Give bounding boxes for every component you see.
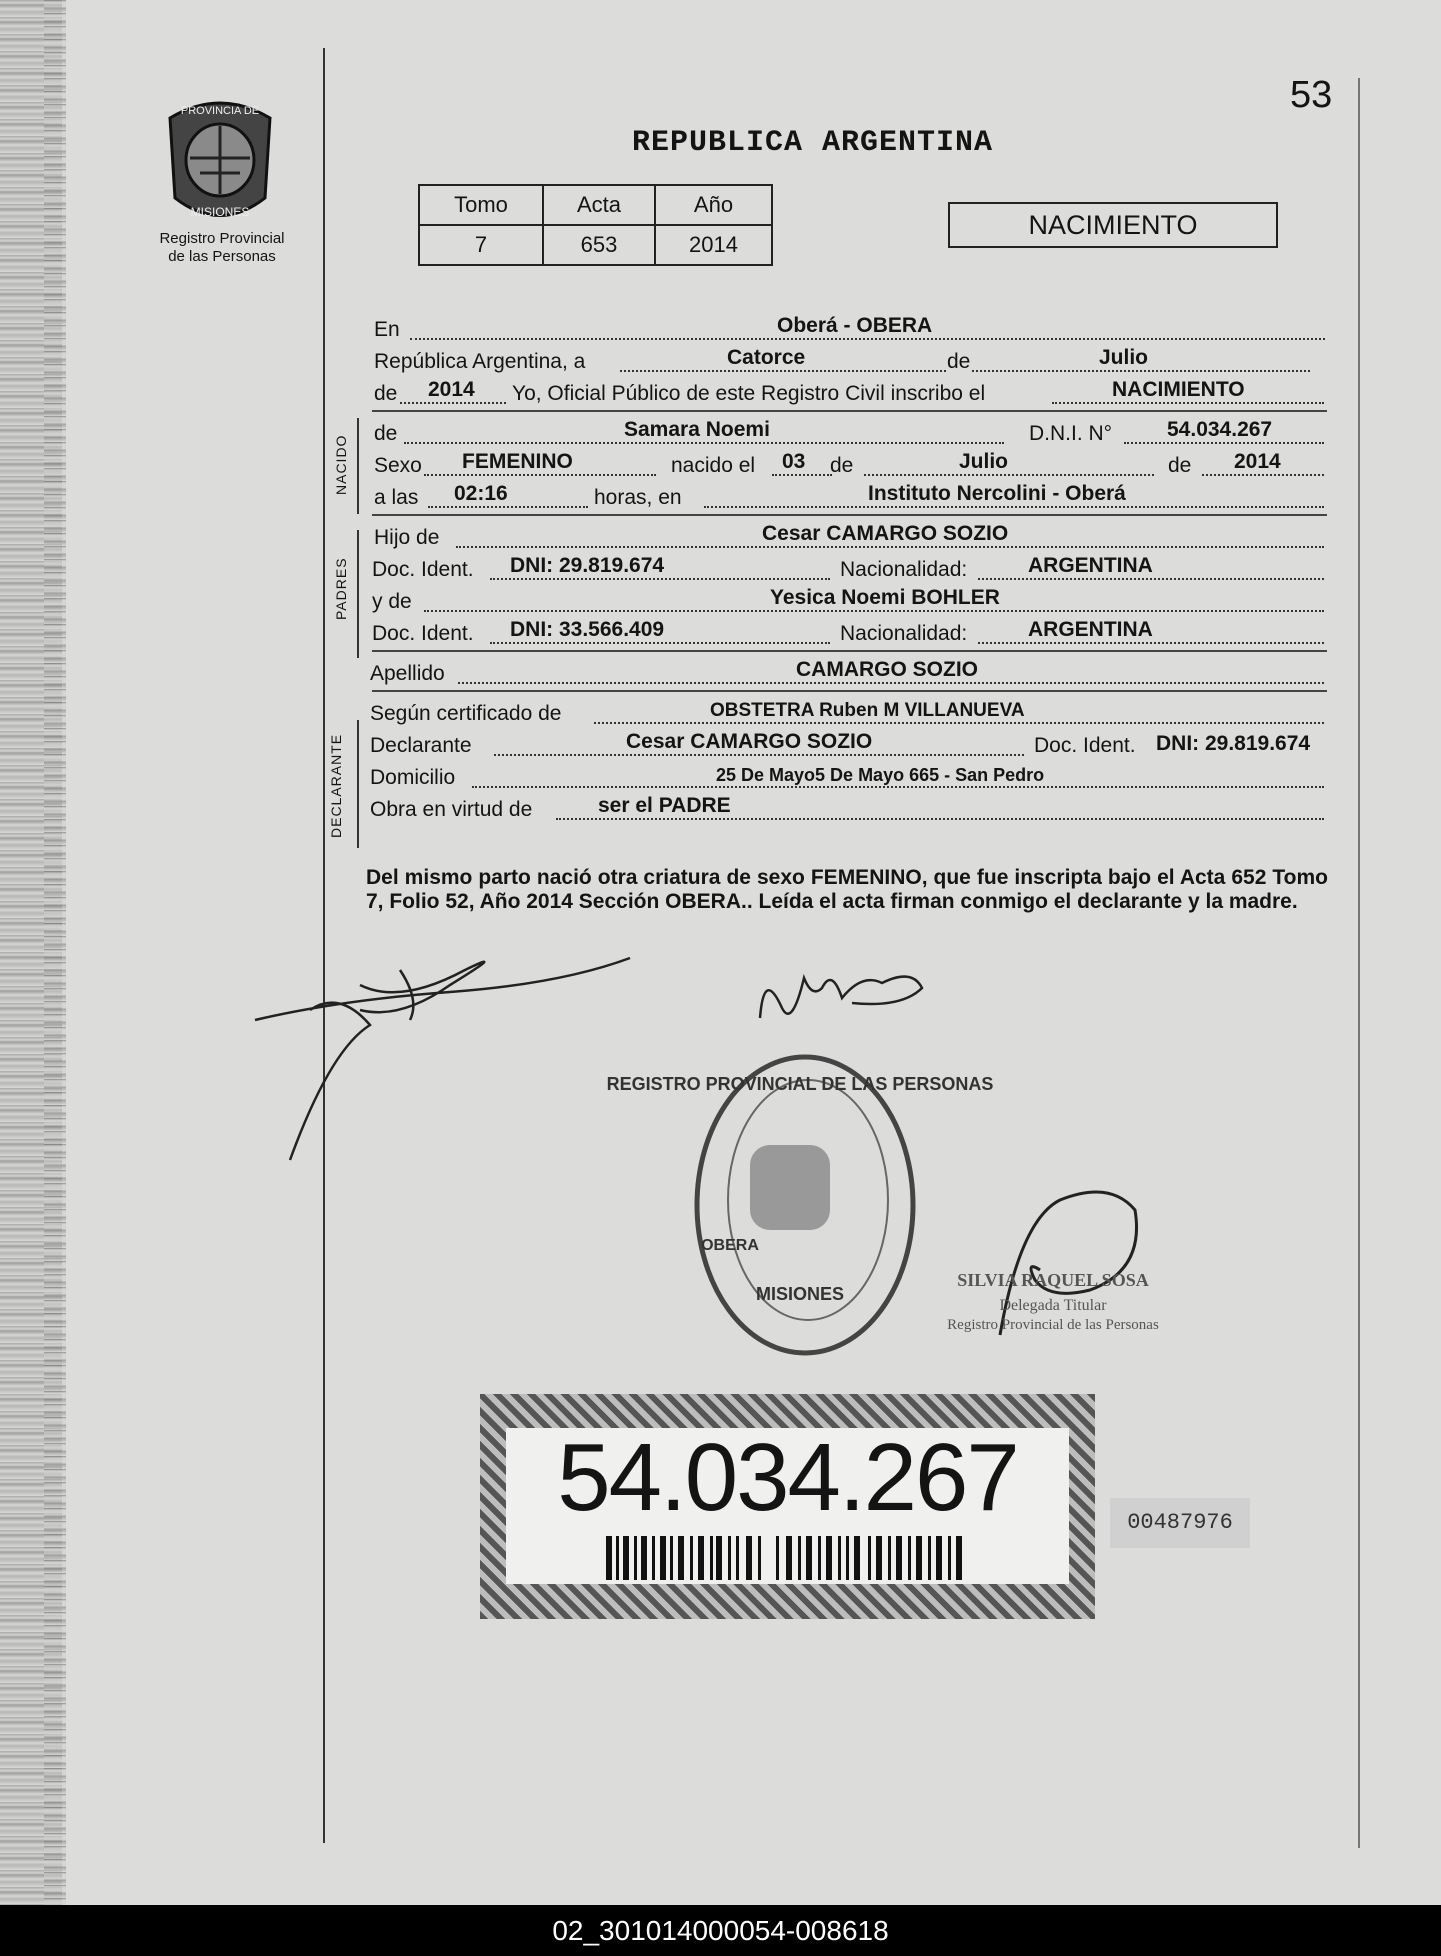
value-birth-day: 03 <box>782 450 806 473</box>
value-mother-nat: ARGENTINA <box>1028 618 1153 641</box>
label-mother-nat: Nacionalidad: <box>840 622 968 645</box>
label-de-year: de <box>374 382 398 405</box>
row-nacido-sexo <box>372 450 1327 480</box>
label-father-doc: Doc. Ident. <box>372 558 474 581</box>
birth-note: Del mismo parto nació otra criatura de sexo FEMENINO, que fue inscripta bajo el Acta 652 Tomo 7, Folio 52, Año 2014 Sección OBERA.. Leída el acta firman conmigo el declarante y la madre. <box>366 866 1328 913</box>
row-nacido-nombre <box>372 418 1327 448</box>
barcode-sticker <box>480 1394 1095 1619</box>
row-segun <box>372 698 1327 728</box>
label-nacido-de: de <box>374 422 398 445</box>
label-segun: Según certificado de <box>370 702 562 725</box>
value-father-doc: DNI: 29.819.674 <box>510 554 665 577</box>
nacido-bracket <box>357 418 359 514</box>
label-de-birth-month: de <box>830 454 854 477</box>
value-sexo: FEMENINO <box>462 450 573 473</box>
label-de-month: de <box>947 350 971 373</box>
label-hijo-de: Hijo de <box>374 526 440 549</box>
value-child-name: Samara Noemi <box>624 418 770 441</box>
label-declarante-doc: Doc. Ident. <box>1034 734 1136 757</box>
value-acta: 653 <box>543 225 655 265</box>
value-birth-year: 2014 <box>1234 450 1281 473</box>
row-padre-doc <box>372 554 1327 584</box>
value-anio: 2014 <box>655 225 772 265</box>
label-sexo: Sexo <box>374 454 422 477</box>
padres-bracket <box>357 530 359 658</box>
value-birth-month: Julio <box>959 450 1009 473</box>
label-oficial: Yo, Oficial Público de este Registro Civil inscribo el <box>512 382 986 405</box>
label-nacido-el: nacido el <box>671 454 756 477</box>
value-year: 2014 <box>428 378 475 401</box>
value-en: Oberá - OBERA <box>777 314 933 337</box>
value-father-nat: ARGENTINA <box>1028 554 1153 577</box>
row-domicilio <box>372 762 1327 792</box>
header-acta: Acta <box>543 185 655 225</box>
registry-label-line1: Registro Provincial <box>159 230 285 247</box>
side-label-padres: PADRES <box>333 557 349 620</box>
declarant-signature-icon <box>250 930 650 1170</box>
value-declarante-doc: DNI: 29.819.674 <box>1156 732 1311 755</box>
value-segun: OBSTETRA Ruben M VILLANUEVA <box>710 700 1025 721</box>
row-nacido-hora <box>372 482 1327 512</box>
value-day: Catorce <box>727 346 806 369</box>
barcode-label <box>506 1424 1069 1584</box>
row-en <box>372 314 1327 344</box>
right-margin-line <box>1358 78 1360 1848</box>
value-father: Cesar CAMARGO SOZIO <box>762 522 1009 545</box>
value-apellido: CAMARGO SOZIO <box>796 658 978 681</box>
label-dni: D.N.I. N° <box>1029 422 1113 445</box>
label-alas: a las <box>374 486 419 509</box>
row-apellido <box>372 658 1327 688</box>
side-label-nacido: NACIDO <box>333 434 349 495</box>
barcode-bars-icon <box>606 1536 966 1580</box>
value-mother: Yesica Noemi BOHLER <box>770 586 1000 609</box>
value-obra: ser el PADRE <box>598 794 731 817</box>
official-title: Delegada Titular <box>999 1297 1107 1314</box>
label-horas-en: horas, en <box>594 486 682 509</box>
label-mother-doc: Doc. Ident. <box>372 622 474 645</box>
stamp-ring-text: REGISTRO PROVINCIAL DE LAS PERSONAS <box>606 1074 994 1094</box>
registry-label-line2: de las Personas <box>168 248 276 265</box>
label-obra: Obra en virtud de <box>370 798 533 821</box>
stamp-left-text: OBERA <box>701 1237 759 1254</box>
value-child-dni: 54.034.267 <box>1167 418 1273 441</box>
registry-label <box>132 230 312 266</box>
logo-bottom-text: MISIONES <box>190 205 250 219</box>
record-table-header <box>419 185 772 225</box>
official-stamp-icon <box>606 1050 994 1360</box>
document-title: REPUBLICA ARGENTINA <box>632 126 994 160</box>
side-label-declarante: DECLARANTE <box>328 733 344 838</box>
declarante-bracket <box>357 720 359 848</box>
official-office: Registro Provincial de las Personas <box>947 1317 1159 1333</box>
value-domicilio: 25 De Mayo5 De Mayo 665 - San Pedro <box>716 765 1045 785</box>
value-inscribo: NACIMIENTO <box>1112 378 1245 401</box>
row-oficial <box>372 378 1327 408</box>
logo-top-text: PROVINCIA DE <box>180 105 260 117</box>
label-republica: República Argentina, a <box>374 350 586 373</box>
mother-signature-icon <box>752 958 932 1038</box>
row-obra <box>372 794 1327 824</box>
value-birth-place: Instituto Nercolini - Oberá <box>868 482 1126 505</box>
header-tomo: Tomo <box>419 185 543 225</box>
value-mother-doc: DNI: 33.566.409 <box>510 618 665 641</box>
label-en: En <box>374 318 400 341</box>
official-block <box>918 1270 1188 1334</box>
scan-edge-shadow <box>44 0 66 1905</box>
row-padre <box>372 522 1327 552</box>
barcode-number: 54.034.267 <box>557 1424 1018 1531</box>
row-declarante <box>372 730 1327 760</box>
province-coat-of-arms-icon <box>160 98 280 228</box>
page-number: 53 <box>1290 74 1333 116</box>
record-table <box>418 184 773 266</box>
official-name: SILVIA RAQUEL SOSA <box>957 1270 1149 1290</box>
label-domicilio: Domicilio <box>370 766 456 789</box>
record-table-values <box>419 225 772 265</box>
value-month: Julio <box>1099 346 1149 369</box>
value-tomo: 7 <box>419 225 543 265</box>
row-madre-doc <box>372 618 1327 648</box>
header-anio: Año <box>655 185 772 225</box>
row-republica <box>372 346 1327 376</box>
record-type-box: NACIMIENTO <box>948 202 1278 248</box>
label-declarante: Declarante <box>370 734 472 757</box>
birth-form <box>372 314 1327 874</box>
label-de-birth-year: de <box>1168 454 1192 477</box>
scan-footer-id: 02_301014000054-008618 <box>0 1905 1441 1956</box>
stamp-bottom-text: MISIONES <box>755 1284 845 1304</box>
label-y-de: y de <box>372 590 412 613</box>
row-madre <box>372 586 1327 616</box>
label-apellido: Apellido <box>370 662 445 685</box>
value-declarante: Cesar CAMARGO SOZIO <box>626 730 873 753</box>
serial-number: 00487976 <box>1110 1498 1250 1548</box>
value-hour: 02:16 <box>454 482 508 505</box>
label-father-nat: Nacionalidad: <box>840 558 968 581</box>
